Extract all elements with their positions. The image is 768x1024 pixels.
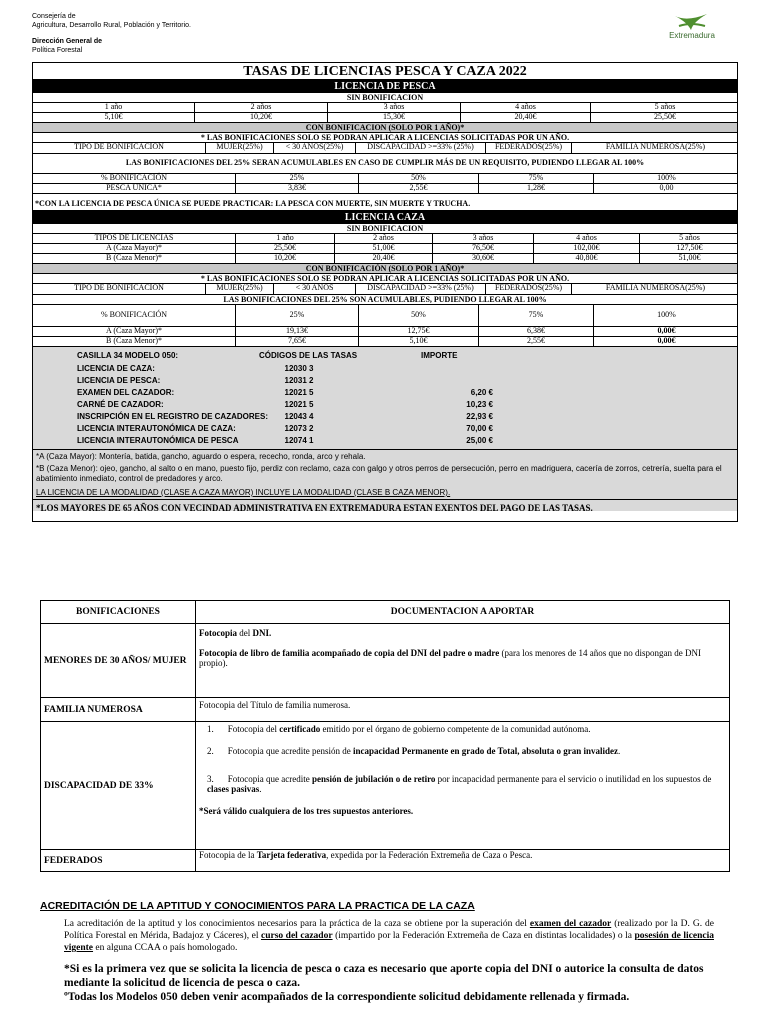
code-label: CARNÉ DE CAZADOR: — [77, 400, 164, 409]
code-label: EXAMEN DEL CAZADOR: — [77, 388, 175, 397]
cell: 50% — [358, 305, 478, 326]
row-label-familia: FAMILIA NUMEROSA — [41, 698, 196, 722]
cell: 12,75€ — [358, 327, 478, 336]
note-caza-mayor: *A (Caza Mayor): Montería, batida, gancho, aguardo o espera, recechо, ronda, arco y rehala. — [36, 452, 366, 461]
logo-icon — [673, 12, 711, 32]
text: (realizado por la D. G. de Política Forestal en Mérida, Badajoz y Cáceres), el — [64, 919, 715, 941]
cell: FAMILIA NUMEROSA(25%) — [571, 143, 739, 153]
cell: 5,10€ — [104, 112, 123, 121]
table-row — [41, 722, 730, 850]
caza-heading: LICENCIA CAZA — [33, 211, 737, 224]
pesca-tipo-row — [33, 143, 737, 154]
cell: 20,40€ — [460, 113, 590, 122]
table-row — [41, 698, 730, 722]
note-modalidad: LA LICENCIA DE LA MODALIDAD (CLASE A CAZA MAYOR) INCLUYE LA MODALIDAD (CLASE B CAZA MENOR). — [36, 488, 451, 497]
note-modelos: ºTodas los Modelos 050 deben venir acompañados de la correspondiente solicitud debidamente rellenada y firmada. — [64, 991, 630, 1003]
cell: 1 año — [235, 234, 334, 243]
row-label-menores: MENORES DE 30 AÑOS/ MUJER — [41, 624, 196, 698]
text-bold-underline: examen del cazador — [529, 919, 612, 929]
code-amount: 70,00 € — [466, 424, 493, 433]
pesca-heading: LICENCIA DE PESCA — [33, 80, 737, 93]
text-bold: incapacidad Permanente en grado de Total, absoluta o gran invalidez — [352, 746, 618, 756]
text: 1. — [207, 724, 214, 734]
cell: 51,00€ — [334, 244, 432, 253]
text: 2. — [207, 746, 214, 756]
caza-tipo-row — [33, 284, 737, 295]
code-label: LICENCIA INTERAUTONÓMICA DE CAZA: — [77, 424, 236, 433]
cell: TIPOS DE LICENCIAS — [94, 233, 174, 242]
pesca-prices-row — [33, 113, 737, 123]
codes-header-3: IMPORTE — [421, 351, 458, 360]
cell: 127,50€ — [639, 244, 739, 253]
caza-acum: LAS BONIFICACIONES DEL 25% SON ACUMULABLES, PUDIENDO LLEGAR AL 100% — [33, 295, 737, 305]
pesca-acum: LAS BONIFICACIONES DEL 25% SERAN ACUMULABLES EN CASO DE CUMPLIR MÁS DE UN REQUISITO, PUDIENDO LLEGAR AL 100% — [33, 154, 737, 174]
cell: < 30 AÑOS(25%) — [273, 143, 355, 153]
text: del — [237, 628, 253, 638]
pesca-unica-note: *CON LA LICENCIA DE PESCA ÚNICA SE PUEDE PRACTICAR: LA PESCA CON MUERTE, SIN MUERTE Y TRUCHA. — [33, 194, 737, 211]
caza-b-row — [33, 254, 737, 264]
text-bold: DNI. — [252, 628, 272, 638]
code-value: 12021 5 — [284, 388, 314, 397]
extremadura-logo — [660, 12, 724, 42]
text-bold: Fotocopia — [199, 628, 237, 638]
text: La acreditación de la aptitud y los conocimientos necesarios para la práctica de la caza se obtiene por la superación del — [64, 919, 530, 929]
code-label: LICENCIA DE PESCA: — [77, 376, 161, 385]
text: Fotocopia que acredite pensión de — [227, 746, 353, 756]
cell: TIPO DE BONIFICACION — [74, 142, 164, 151]
code-value: 12030 3 — [284, 364, 314, 373]
cell: 25,50€ — [590, 113, 739, 122]
table-header-row — [41, 601, 730, 624]
tasas-table — [32, 62, 738, 522]
row-doc-familia: Fotocopia del Título de familia numerosa. — [196, 698, 730, 722]
codes-header-2: CÓDIGOS DE LAS TASAS — [259, 351, 358, 360]
cell: 10,20€ — [235, 254, 334, 263]
text-bold: Fotocopia de libro de familia acompañado de copia del DNI del padre o madre — [199, 648, 500, 658]
cell: DISCAPACIDAD >=33% (25%) — [355, 143, 485, 153]
note-dni: *Si es la primera vez que se solicita la licencia de pesca o caza es necesario que aporte copia del DNI o autorice la consulta de datos mediante la solicitud de licencia de pesca o caza. — [64, 963, 704, 989]
documentacion-table — [40, 600, 730, 872]
cell: 0,00€ — [593, 337, 739, 346]
cell: 75% — [478, 305, 593, 326]
table-title: TASAS DE LICENCIAS PESCA Y CAZA 2022 — [33, 63, 737, 80]
text-bold: Tarjeta federativa — [256, 850, 327, 860]
text: . — [259, 784, 262, 794]
cell: 25% — [235, 305, 358, 326]
org-line-1: Consejería de — [32, 13, 76, 20]
cell: 51,00€ — [639, 254, 739, 263]
cell: B (Caza Menor)* — [106, 336, 162, 345]
cell: 3 años — [432, 234, 533, 243]
cell: 50% — [358, 174, 478, 183]
cell: 2,55€ — [358, 184, 478, 193]
text: (para los menores de 14 años que no dispongan de DNI propio). — [199, 648, 701, 668]
cell: 7,65€ — [235, 337, 358, 346]
cell: % BONIFICACIÓN — [101, 310, 167, 319]
cell: 1,28€ — [478, 184, 593, 193]
dir-line-2: Política Forestal — [32, 47, 83, 54]
caza-con-bon: CON BONIFICACIÓN (SOLO POR 1 AÑO)* — [33, 264, 737, 274]
caza-sin-bon: SIN BONIFICACION — [33, 224, 737, 234]
cell: 4 años — [533, 234, 639, 243]
row-label-discapacidad: DISCAPACIDAD DE 33% — [41, 722, 196, 850]
codes-section — [33, 347, 737, 511]
cell: PESCA UNICA* — [106, 183, 162, 192]
cell: DISCAPACIDAD >=33% (25%) — [355, 284, 485, 294]
code-value: 12021 5 — [284, 400, 314, 409]
cell: 4 años — [460, 103, 590, 112]
table-row — [41, 850, 730, 872]
text: (impartido por la Federación Extremeña de Caza en distintas localidades) o la — [332, 931, 635, 941]
text: Fotocopia del — [227, 724, 280, 734]
disc-note: *Será válido cualquiera de los tres supuestos anteriores. — [199, 806, 414, 816]
table-row — [41, 624, 730, 698]
text-bold: pensión de jubilación o de retiro — [311, 774, 436, 784]
row-label-federados: FEDERADOS — [41, 850, 196, 872]
row-doc-menores — [196, 624, 730, 698]
text: Fotocopia de la — [199, 850, 257, 860]
cell: 76,50€ — [432, 244, 533, 253]
cell: 40,80€ — [533, 254, 639, 263]
header-org — [32, 12, 191, 55]
pesca-sin-bon: SIN BONIFICACION — [33, 93, 737, 103]
text: . — [618, 746, 621, 756]
caza-pct-row — [33, 305, 737, 327]
col-bonificaciones: BONIFICACIONES — [41, 601, 196, 624]
cell: FEDERADOS(25%) — [485, 143, 571, 153]
cell: 5,10€ — [358, 337, 478, 346]
codes-header-1: CASILLA 34 MODELO 050: — [77, 351, 179, 360]
code-label: LICENCIA INTERAUTONÓMICA DE PESCA — [77, 436, 239, 445]
cell: MUJER(25%) — [205, 284, 273, 294]
acreditacion-title: ACREDITACIÓN DE LA APTITUD Y CONOCIMIENTOS PARA LA PRACTICA DE LA CAZA — [40, 900, 475, 912]
cell: 2 años — [194, 103, 327, 112]
caza-note1: * LAS BONIFICACIONES SOLO SE PODRAN APLICAR A LICENCIAS SOLICITADAS POR UN AÑO. — [33, 274, 737, 284]
row-doc-federados — [196, 850, 730, 872]
code-value: 12073 2 — [284, 424, 314, 433]
code-amount: 25,00 € — [466, 436, 493, 445]
code-label: LICENCIA DE CAZA: — [77, 364, 155, 373]
note-mayores: *LOS MAYORES DE 65 AÑOS CON VECINDAD ADMINISTRATIVA EN EXTREMADURA ESTAN EXENTOS DEL PAGO DE LAS TASAS. — [36, 503, 593, 513]
cell: 6,38€ — [478, 327, 593, 336]
cell: FAMILIA NUMEROSA(25%) — [571, 284, 739, 294]
cell: A (Caza Mayor)* — [106, 326, 162, 335]
cell: 25% — [235, 174, 358, 183]
cell: 1 año — [104, 102, 123, 111]
cell: % BONIFICACIÓN — [101, 173, 167, 182]
cell: 3,83€ — [235, 184, 358, 193]
code-amount: 6,20 € — [470, 388, 493, 397]
cell: 100% — [593, 305, 739, 326]
cell: < 30 AÑOS — [273, 284, 355, 294]
text-bold: certificado — [279, 724, 321, 734]
text: en alguna CCAA o país homologado. — [93, 943, 238, 953]
cell: 20,40€ — [334, 254, 432, 263]
row-doc-discapacidad — [196, 722, 730, 850]
code-amount: 10,23 € — [466, 400, 493, 409]
code-value: 12074 1 — [284, 436, 314, 445]
code-amount: 22,93 € — [466, 412, 493, 421]
code-label: INSCRIPCIÓN EN EL REGISTRO DE CAZADORES: — [77, 412, 268, 421]
cell: 0,00 — [593, 184, 739, 193]
cell: A (Caza Mayor)* — [106, 243, 162, 252]
cell: 10,20€ — [194, 113, 327, 122]
cell: 25,50€ — [235, 244, 334, 253]
org-line-2: Agricultura, Desarrollo Rural, Población y Territorio. — [32, 22, 191, 29]
text: , expedida por la Federación Extremeña de Caza o Pesca. — [326, 850, 533, 860]
cell: 100% — [593, 174, 739, 183]
cell: 15,30€ — [327, 113, 460, 122]
text-bold-underline: posesión de licencia vigente — [64, 931, 714, 953]
text: por incapacidad permanente para el servicio o inutilidad en los supuestos de — [435, 774, 712, 784]
text-bold: clases pasivas — [207, 784, 260, 794]
acreditacion-body — [64, 918, 714, 954]
col-documentacion: DOCUMENTACION A APORTAR — [196, 601, 730, 624]
cell: FEDERADOS(25%) — [485, 284, 571, 294]
cell: 75% — [478, 174, 593, 183]
code-value: 12043 4 — [284, 412, 314, 421]
pesca-con-bon: CON BONIFICACION (SOLO POR 1 AÑO)* — [33, 123, 737, 133]
cell: 3 años — [327, 103, 460, 112]
text: emitido por el órgano de gobierno competente de la comunidad autónoma. — [320, 724, 591, 734]
cell: 2,55€ — [478, 337, 593, 346]
cell: B (Caza Menor)* — [106, 253, 162, 262]
cell: 102,00€ — [533, 244, 639, 253]
text: 3. — [207, 774, 214, 784]
cell: 30,60€ — [432, 254, 533, 263]
pesca-unica-row — [33, 184, 737, 194]
caza-b-bon-row — [33, 337, 737, 347]
dir-line-1: Dirección General de — [32, 38, 103, 45]
cell: 19,13€ — [235, 327, 358, 336]
text: Fotocopia que acredite — [227, 774, 312, 784]
cell: MUJER(25%) — [205, 143, 273, 153]
acreditacion-notes — [64, 962, 724, 1004]
cell: 5 años — [639, 234, 739, 243]
cell: 5 años — [590, 103, 739, 112]
code-value: 12031 2 — [284, 376, 314, 385]
logo-text: Extremadura — [669, 31, 715, 40]
cell: 0,00€ — [593, 327, 739, 336]
text-bold-underline: curso del cazador — [260, 931, 333, 941]
cell: 2 años — [334, 234, 432, 243]
pesca-note1: * LAS BONIFICACIONES SOLO SE PODRAN APLICAR A LICENCIAS SOLICITADAS POR UN AÑO. — [33, 133, 737, 143]
cell: TIPO DE BONIFICACION — [74, 283, 164, 292]
note-caza-menor: *B (Caza Menor): ojeo, gancho, al salto o en mano, puesto fijo, perdiz con reclamo, caza con galgo y otros perros de persecución, perro en madriguera, cacería de zorros, cetrería, suelta para el abatimiento inmediato, control de predadores y arco. — [36, 464, 722, 483]
